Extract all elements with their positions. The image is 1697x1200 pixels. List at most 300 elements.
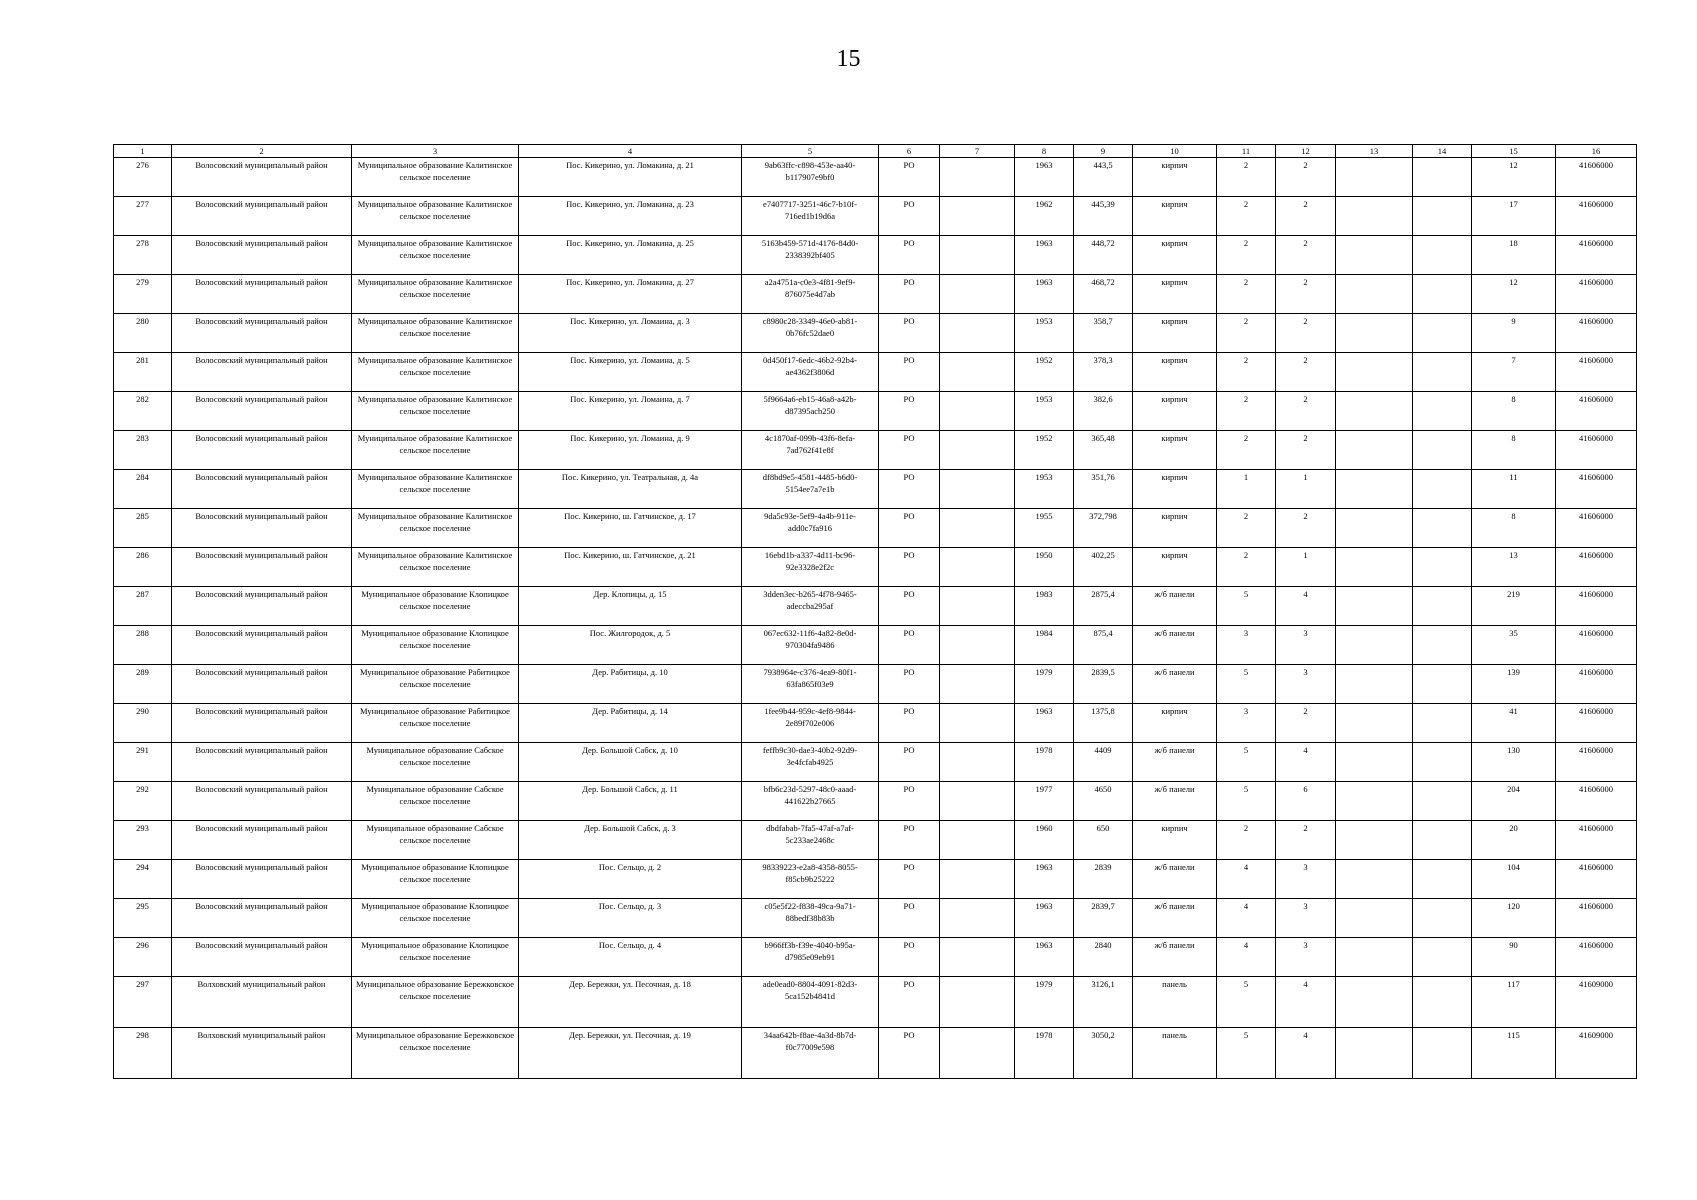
district-cell: Волосовский муниципальный район: [172, 587, 352, 626]
col14-cell: [1413, 548, 1472, 587]
apartments-cell: 104: [1472, 860, 1556, 899]
wall-material-cell: кирпич: [1133, 236, 1217, 275]
floors-cell: 5: [1217, 665, 1276, 704]
district-cell: Волосовский муниципальный район: [172, 431, 352, 470]
col14-cell: [1413, 821, 1472, 860]
col14-cell: [1413, 314, 1472, 353]
row-number-cell: 276: [114, 158, 172, 197]
address-cell: Пос. Сельцо, д. 3: [519, 899, 742, 938]
municipality-cell: Муниципальное образование Рабитицкое сельское поселение: [352, 704, 519, 743]
area-cell: 365,48: [1074, 431, 1133, 470]
year-cell: 1963: [1015, 158, 1074, 197]
address-cell: Дер. Рабитицы, д. 10: [519, 665, 742, 704]
entrances-cell: 3: [1276, 860, 1336, 899]
type-cell: РО: [879, 470, 940, 509]
table-row: [114, 470, 1637, 509]
col13-cell: [1336, 392, 1413, 431]
wall-material-cell: ж/б панели: [1133, 782, 1217, 821]
municipality-cell: Муниципальное образование Калитинское сельское поселение: [352, 353, 519, 392]
guid-cell: e7407717-3251-46c7-b10f-716ed1b19d6a: [742, 197, 879, 236]
column-header: 13: [1336, 145, 1413, 158]
address-cell: Дер. Большой Сабск, д. 11: [519, 782, 742, 821]
district-cell: Волосовский муниципальный район: [172, 470, 352, 509]
col7-cell: [940, 197, 1015, 236]
col7-cell: [940, 275, 1015, 314]
row-number-cell: 287: [114, 587, 172, 626]
oktmo-cell: 41606000: [1556, 353, 1637, 392]
column-header: 7: [940, 145, 1015, 158]
oktmo-cell: 41606000: [1556, 509, 1637, 548]
wall-material-cell: кирпич: [1133, 704, 1217, 743]
year-cell: 1953: [1015, 314, 1074, 353]
wall-material-cell: кирпич: [1133, 275, 1217, 314]
district-cell: Волосовский муниципальный район: [172, 626, 352, 665]
type-cell: РО: [879, 743, 940, 782]
type-cell: РО: [879, 899, 940, 938]
col7-cell: [940, 665, 1015, 704]
row-number-cell: 294: [114, 860, 172, 899]
year-cell: 1955: [1015, 509, 1074, 548]
row-number-cell: 277: [114, 197, 172, 236]
col14-cell: [1413, 743, 1472, 782]
type-cell: РО: [879, 509, 940, 548]
col13-cell: [1336, 587, 1413, 626]
municipality-cell: Муниципальное образование Бережковское сельское поселение: [352, 977, 519, 1028]
col14-cell: [1413, 938, 1472, 977]
entrances-cell: 3: [1276, 899, 1336, 938]
floors-cell: 2: [1217, 275, 1276, 314]
apartments-cell: 90: [1472, 938, 1556, 977]
area-cell: 2875,4: [1074, 587, 1133, 626]
col13-cell: [1336, 548, 1413, 587]
type-cell: РО: [879, 431, 940, 470]
wall-material-cell: кирпич: [1133, 197, 1217, 236]
apartments-cell: 115: [1472, 1028, 1556, 1079]
oktmo-cell: 41606000: [1556, 626, 1637, 665]
apartments-cell: 20: [1472, 821, 1556, 860]
address-cell: Дер. Бережки, ул. Песочная, д. 18: [519, 977, 742, 1028]
table-row: [114, 548, 1637, 587]
col7-cell: [940, 821, 1015, 860]
apartments-cell: 117: [1472, 977, 1556, 1028]
year-cell: 1963: [1015, 236, 1074, 275]
address-cell: Пос. Кикерино, ул. Ломакина, д. 21: [519, 158, 742, 197]
oktmo-cell: 41606000: [1556, 860, 1637, 899]
row-number-cell: 297: [114, 977, 172, 1028]
entrances-cell: 2: [1276, 236, 1336, 275]
type-cell: РО: [879, 314, 940, 353]
col13-cell: [1336, 470, 1413, 509]
floors-cell: 2: [1217, 509, 1276, 548]
table-row: [114, 236, 1637, 275]
col14-cell: [1413, 236, 1472, 275]
wall-material-cell: ж/б панели: [1133, 626, 1217, 665]
guid-cell: c05e5f22-f838-49ca-9a71-88bedf38b83b: [742, 899, 879, 938]
col13-cell: [1336, 197, 1413, 236]
address-cell: Пос. Кикерино, ул. Ломакина, д. 23: [519, 197, 742, 236]
row-number-cell: 280: [114, 314, 172, 353]
year-cell: 1963: [1015, 938, 1074, 977]
guid-cell: 3dden3ec-b265-4f78-9465-adeccba295af: [742, 587, 879, 626]
address-cell: Дер. Большой Сабск, д. 3: [519, 821, 742, 860]
entrances-cell: 1: [1276, 470, 1336, 509]
column-header: 1: [114, 145, 172, 158]
col7-cell: [940, 158, 1015, 197]
table-row: [114, 782, 1637, 821]
oktmo-cell: 41606000: [1556, 197, 1637, 236]
row-number-cell: 290: [114, 704, 172, 743]
area-cell: 650: [1074, 821, 1133, 860]
address-cell: Пос. Кикерино, ул. Ломаина, д. 3: [519, 314, 742, 353]
year-cell: 1953: [1015, 470, 1074, 509]
column-header: 10: [1133, 145, 1217, 158]
entrances-cell: 2: [1276, 197, 1336, 236]
row-number-cell: 281: [114, 353, 172, 392]
entrances-cell: 2: [1276, 821, 1336, 860]
column-header: 12: [1276, 145, 1336, 158]
municipality-cell: Муниципальное образование Клопицкое сельское поселение: [352, 587, 519, 626]
col13-cell: [1336, 509, 1413, 548]
col14-cell: [1413, 977, 1472, 1028]
col13-cell: [1336, 314, 1413, 353]
row-number-cell: 291: [114, 743, 172, 782]
area-cell: 875,4: [1074, 626, 1133, 665]
apartments-cell: 120: [1472, 899, 1556, 938]
type-cell: РО: [879, 782, 940, 821]
table-row: [114, 1028, 1637, 1079]
area-cell: 351,76: [1074, 470, 1133, 509]
entrances-cell: 2: [1276, 158, 1336, 197]
entrances-cell: 4: [1276, 977, 1336, 1028]
oktmo-cell: 41606000: [1556, 470, 1637, 509]
year-cell: 1963: [1015, 899, 1074, 938]
apartments-cell: 8: [1472, 392, 1556, 431]
row-number-cell: 282: [114, 392, 172, 431]
floors-cell: 2: [1217, 548, 1276, 587]
address-cell: Пос. Кикерино, ул. Театральная, д. 4а: [519, 470, 742, 509]
municipality-cell: Муниципальное образование Клопицкое сельское поселение: [352, 626, 519, 665]
wall-material-cell: кирпич: [1133, 353, 1217, 392]
address-cell: Пос. Кикерино, ул. Ломакина, д. 25: [519, 236, 742, 275]
municipality-cell: Муниципальное образование Калитинское сельское поселение: [352, 158, 519, 197]
row-number-cell: 279: [114, 275, 172, 314]
guid-cell: 5f9664a6-eb15-46a8-a42b-d87395acb250: [742, 392, 879, 431]
column-header: 4: [519, 145, 742, 158]
type-cell: РО: [879, 860, 940, 899]
col7-cell: [940, 470, 1015, 509]
entrances-cell: 4: [1276, 587, 1336, 626]
year-cell: 1952: [1015, 431, 1074, 470]
area-cell: 2839: [1074, 860, 1133, 899]
oktmo-cell: 41606000: [1556, 431, 1637, 470]
oktmo-cell: 41606000: [1556, 665, 1637, 704]
area-cell: 3126,1: [1074, 977, 1133, 1028]
col7-cell: [940, 587, 1015, 626]
column-header: 9: [1074, 145, 1133, 158]
guid-cell: 9ab63ffc-c898-453e-aa40-b117907e9bf0: [742, 158, 879, 197]
entrances-cell: 2: [1276, 704, 1336, 743]
table-row: [114, 626, 1637, 665]
oktmo-cell: 41606000: [1556, 158, 1637, 197]
col7-cell: [940, 899, 1015, 938]
row-number-cell: 285: [114, 509, 172, 548]
col13-cell: [1336, 431, 1413, 470]
col7-cell: [940, 509, 1015, 548]
floors-cell: 5: [1217, 1028, 1276, 1079]
apartments-cell: 12: [1472, 275, 1556, 314]
address-cell: Пос. Кикерино, ул. Ломаина, д. 7: [519, 392, 742, 431]
col13-cell: [1336, 158, 1413, 197]
table-row: [114, 938, 1637, 977]
area-cell: 4409: [1074, 743, 1133, 782]
apartments-cell: 7: [1472, 353, 1556, 392]
col14-cell: [1413, 665, 1472, 704]
floors-cell: 4: [1217, 938, 1276, 977]
year-cell: 1983: [1015, 587, 1074, 626]
municipality-cell: Муниципальное образование Калитинское сельское поселение: [352, 392, 519, 431]
col14-cell: [1413, 704, 1472, 743]
col7-cell: [940, 938, 1015, 977]
apartments-cell: 8: [1472, 431, 1556, 470]
district-cell: Волховский муниципальный район: [172, 1028, 352, 1079]
row-number-cell: 295: [114, 899, 172, 938]
col14-cell: [1413, 899, 1472, 938]
col13-cell: [1336, 1028, 1413, 1079]
area-cell: 4650: [1074, 782, 1133, 821]
wall-material-cell: кирпич: [1133, 821, 1217, 860]
area-cell: 402,25: [1074, 548, 1133, 587]
floors-cell: 2: [1217, 314, 1276, 353]
district-cell: Волосовский муниципальный район: [172, 860, 352, 899]
entrances-cell: 2: [1276, 275, 1336, 314]
col13-cell: [1336, 743, 1413, 782]
district-cell: Волосовский муниципальный район: [172, 158, 352, 197]
col7-cell: [940, 431, 1015, 470]
year-cell: 1979: [1015, 977, 1074, 1028]
area-cell: 3050,2: [1074, 1028, 1133, 1079]
col13-cell: [1336, 275, 1413, 314]
col13-cell: [1336, 626, 1413, 665]
oktmo-cell: 41609000: [1556, 977, 1637, 1028]
district-cell: Волосовский муниципальный район: [172, 548, 352, 587]
col7-cell: [940, 704, 1015, 743]
address-cell: Дер. Большой Сабск, д. 10: [519, 743, 742, 782]
col13-cell: [1336, 938, 1413, 977]
floors-cell: 4: [1217, 860, 1276, 899]
wall-material-cell: ж/б панели: [1133, 938, 1217, 977]
area-cell: 382,6: [1074, 392, 1133, 431]
entrances-cell: 4: [1276, 743, 1336, 782]
district-cell: Волосовский муниципальный район: [172, 899, 352, 938]
guid-cell: df8bd9e5-4581-4485-b6d0-5154ee7a7e1b: [742, 470, 879, 509]
guid-cell: ade0ead0-8804-4091-82d3-5ca152b4841d: [742, 977, 879, 1028]
municipality-cell: Муниципальное образование Клопицкое сельское поселение: [352, 938, 519, 977]
apartments-cell: 9: [1472, 314, 1556, 353]
entrances-cell: 2: [1276, 509, 1336, 548]
wall-material-cell: ж/б панели: [1133, 860, 1217, 899]
address-cell: Пос. Кикерино, ш. Гатчинское, д. 21: [519, 548, 742, 587]
guid-cell: 7938964e-c376-4ea9-80f1-63fa865f03e9: [742, 665, 879, 704]
area-cell: 2840: [1074, 938, 1133, 977]
oktmo-cell: 41606000: [1556, 236, 1637, 275]
area-cell: 1375,8: [1074, 704, 1133, 743]
oktmo-cell: 41606000: [1556, 392, 1637, 431]
municipality-cell: Муниципальное образование Калитинское сельское поселение: [352, 509, 519, 548]
wall-material-cell: кирпич: [1133, 392, 1217, 431]
guid-cell: 4c1870af-099b-43f6-8efa-7ad762f41e8f: [742, 431, 879, 470]
wall-material-cell: кирпич: [1133, 509, 1217, 548]
col14-cell: [1413, 431, 1472, 470]
address-cell: Пос. Сельцо, д. 2: [519, 860, 742, 899]
floors-cell: 1: [1217, 470, 1276, 509]
col13-cell: [1336, 821, 1413, 860]
district-cell: Волосовский муниципальный район: [172, 197, 352, 236]
area-cell: 448,72: [1074, 236, 1133, 275]
table-row: [114, 392, 1637, 431]
col7-cell: [940, 548, 1015, 587]
column-header: 8: [1015, 145, 1074, 158]
apartments-cell: 41: [1472, 704, 1556, 743]
municipality-cell: Муниципальное образование Сабское сельское поселение: [352, 821, 519, 860]
address-cell: Пос. Кикерино, ул. Ломаина, д. 5: [519, 353, 742, 392]
oktmo-cell: 41606000: [1556, 704, 1637, 743]
guid-cell: 5163b459-571d-4176-84d0-2338392bf405: [742, 236, 879, 275]
address-cell: Пос. Кикерино, ш. Гатчинское, д. 17: [519, 509, 742, 548]
district-cell: Волосовский муниципальный район: [172, 392, 352, 431]
wall-material-cell: панель: [1133, 1028, 1217, 1079]
entrances-cell: 2: [1276, 392, 1336, 431]
address-cell: Пос. Кикерино, ул. Ломакина, д. 27: [519, 275, 742, 314]
wall-material-cell: кирпич: [1133, 314, 1217, 353]
guid-cell: 9da5c93e-5ef9-4a4b-911e-add0c7fa916: [742, 509, 879, 548]
type-cell: РО: [879, 587, 940, 626]
wall-material-cell: панель: [1133, 977, 1217, 1028]
wall-material-cell: ж/б панели: [1133, 665, 1217, 704]
type-cell: РО: [879, 158, 940, 197]
apartments-cell: 11: [1472, 470, 1556, 509]
type-cell: РО: [879, 353, 940, 392]
year-cell: 1978: [1015, 743, 1074, 782]
page-number: 15: [836, 46, 861, 72]
floors-cell: 2: [1217, 353, 1276, 392]
col14-cell: [1413, 158, 1472, 197]
floors-cell: 2: [1217, 392, 1276, 431]
table-row: [114, 743, 1637, 782]
col14-cell: [1413, 392, 1472, 431]
type-cell: РО: [879, 977, 940, 1028]
col13-cell: [1336, 860, 1413, 899]
table-row: [114, 899, 1637, 938]
table-row: [114, 665, 1637, 704]
guid-cell: 067ec632-11f6-4a82-8e0d-970304fa9486: [742, 626, 879, 665]
col7-cell: [940, 314, 1015, 353]
table-row: [114, 821, 1637, 860]
col13-cell: [1336, 782, 1413, 821]
col14-cell: [1413, 275, 1472, 314]
oktmo-cell: 41606000: [1556, 782, 1637, 821]
guid-cell: dbdfabab-7fa5-47af-a7af-5c233ae2468c: [742, 821, 879, 860]
oktmo-cell: 41606000: [1556, 275, 1637, 314]
column-header: 11: [1217, 145, 1276, 158]
floors-cell: 5: [1217, 977, 1276, 1028]
municipality-cell: Муниципальное образование Калитинское сельское поселение: [352, 431, 519, 470]
col14-cell: [1413, 353, 1472, 392]
col13-cell: [1336, 236, 1413, 275]
table-row: [114, 509, 1637, 548]
column-header: 16: [1556, 145, 1637, 158]
type-cell: РО: [879, 236, 940, 275]
oktmo-cell: 41609000: [1556, 1028, 1637, 1079]
wall-material-cell: ж/б панели: [1133, 587, 1217, 626]
year-cell: 1962: [1015, 197, 1074, 236]
address-cell: Пос. Сельцо, д. 4: [519, 938, 742, 977]
entrances-cell: 3: [1276, 665, 1336, 704]
entrances-cell: 6: [1276, 782, 1336, 821]
row-number-cell: 289: [114, 665, 172, 704]
col14-cell: [1413, 197, 1472, 236]
type-cell: РО: [879, 1028, 940, 1079]
area-cell: 468,72: [1074, 275, 1133, 314]
floors-cell: 2: [1217, 821, 1276, 860]
col7-cell: [940, 236, 1015, 275]
district-cell: Волосовский муниципальный район: [172, 353, 352, 392]
floors-cell: 4: [1217, 899, 1276, 938]
oktmo-cell: 41606000: [1556, 821, 1637, 860]
row-number-cell: 293: [114, 821, 172, 860]
municipality-cell: Муниципальное образование Сабское сельское поселение: [352, 782, 519, 821]
col13-cell: [1336, 899, 1413, 938]
year-cell: 1984: [1015, 626, 1074, 665]
floors-cell: 5: [1217, 782, 1276, 821]
area-cell: 358,7: [1074, 314, 1133, 353]
col7-cell: [940, 743, 1015, 782]
entrances-cell: 1: [1276, 548, 1336, 587]
district-cell: Волосовский муниципальный район: [172, 314, 352, 353]
apartments-cell: 17: [1472, 197, 1556, 236]
entrances-cell: 2: [1276, 431, 1336, 470]
apartments-cell: 18: [1472, 236, 1556, 275]
district-cell: Волосовский муниципальный район: [172, 821, 352, 860]
table-row: [114, 197, 1637, 236]
floors-cell: 3: [1217, 626, 1276, 665]
area-cell: 372,798: [1074, 509, 1133, 548]
district-cell: Волосовский муниципальный район: [172, 743, 352, 782]
col7-cell: [940, 782, 1015, 821]
district-cell: Волосовский муниципальный район: [172, 509, 352, 548]
year-cell: 1963: [1015, 860, 1074, 899]
col7-cell: [940, 977, 1015, 1028]
row-number-cell: 283: [114, 431, 172, 470]
district-cell: Волосовский муниципальный район: [172, 236, 352, 275]
type-cell: РО: [879, 626, 940, 665]
col7-cell: [940, 626, 1015, 665]
col14-cell: [1413, 860, 1472, 899]
row-number-cell: 278: [114, 236, 172, 275]
col13-cell: [1336, 977, 1413, 1028]
col7-cell: [940, 1028, 1015, 1079]
column-header: 6: [879, 145, 940, 158]
guid-cell: a2a4751a-c0e3-4f81-9ef9-876075e4d7ab: [742, 275, 879, 314]
column-header: 15: [1472, 145, 1556, 158]
table-body: [114, 158, 1637, 1079]
table-row: [114, 587, 1637, 626]
municipality-cell: Муниципальное образование Калитинское сельское поселение: [352, 470, 519, 509]
col13-cell: [1336, 353, 1413, 392]
year-cell: 1952: [1015, 353, 1074, 392]
row-number-cell: 296: [114, 938, 172, 977]
entrances-cell: 2: [1276, 353, 1336, 392]
row-number-cell: 292: [114, 782, 172, 821]
